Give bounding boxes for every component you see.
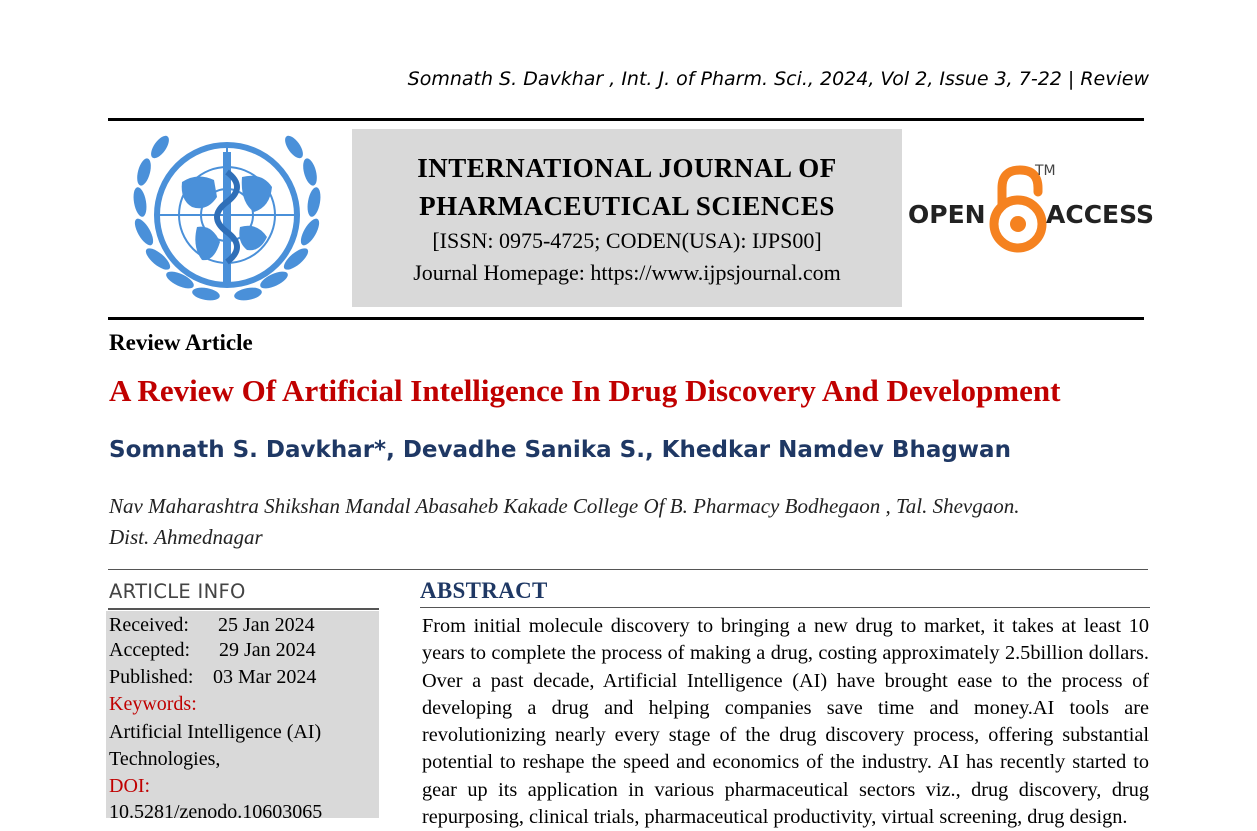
top-divider [108,118,1144,121]
published-label: Published: [109,666,194,688]
article-info-panel [106,611,379,823]
published-date: 03 Mar 2024 [213,666,317,688]
accepted-row [109,639,316,662]
trademark-mark: TM [1035,163,1056,179]
abstract-heading: ABSTRACT [420,578,548,603]
open-access-label-access: ACCESS [1046,200,1155,229]
keywords-label: Keywords: [109,693,197,715]
keyword-line2: Technologies, [109,748,221,770]
section-divider [108,569,1148,570]
accepted-date: 29 Jan 2024 [219,639,316,661]
open-access-logo [908,160,1155,252]
journal-title-line1: INTERNATIONAL JOURNAL OF [417,153,837,183]
journal-homepage: Journal Homepage: https://www.ijpsjournal.com [413,260,841,285]
article-type: Review Article [109,330,253,355]
journal-title-line2: PHARMACEUTICAL SCIENCES [419,191,835,221]
abstract-rule [420,607,1150,608]
published-row [109,666,317,689]
running-header-citation: Somnath S. Davkhar , Int. J. of Pharm. Sci., 2024, Vol 2, Issue 3, 7-22 | Review [407,68,1149,90]
received-row [109,614,315,637]
article-info-heading: ARTICLE INFO [109,580,246,603]
accepted-label: Accepted: [109,639,191,661]
article-authors: Somnath S. Davkhar*, Devadhe Sanika S., Khedkar Namdev Bhagwan [109,437,1011,463]
header-bottom-divider [108,317,1144,320]
open-access-label-open: OPEN [908,200,986,229]
article-info-rule [108,608,379,610]
keyword-line1: Artificial Intelligence (AI) [109,721,322,743]
received-label: Received: [109,614,189,636]
article-title: A Review Of Artificial Intelligence In Drug Discovery And Development [109,373,1061,408]
journal-header-box [352,129,902,307]
abstract-text: From initial molecule discovery to bringing a new drug to market, it takes at least 10 years to complete the process of making a drug, costing approximately 2.5billion dollars. Over a past decade, Artificial Intelligence (AI) have brought ease to the process of developing a drug and helping companies save time and money.AI tools are revolutionizing nearly every stage of the drug discovery process, offering substantial potential to reshape the speed and economics of the industry. AI has recently started to gear up its application in various pharmaceutical sectors viz., drug discovery, drug repurposing, clinical trials, pharmaceutical productivity, virtual screening, drug design. [422,615,1149,829]
doi-value[interactable]: 10.5281/zenodo.10603065 [109,801,323,823]
journal-issn: [ISSN: 0975-4725; CODEN(USA): IJPS00] [432,228,822,253]
author-affiliation [109,491,1149,553]
journal-title [352,149,902,225]
received-date: 25 Jan 2024 [218,614,315,636]
journal-emblem-logo [122,132,332,310]
affiliation-line2: Dist. Ahmednagar [109,525,263,549]
affiliation-line1: Nav Maharashtra Shikshan Mandal Abasaheb Kakade College Of B. Pharmacy Bodhegaon , Tal. Shevgaon. [109,494,1020,518]
doi-label: DOI: [109,775,151,797]
